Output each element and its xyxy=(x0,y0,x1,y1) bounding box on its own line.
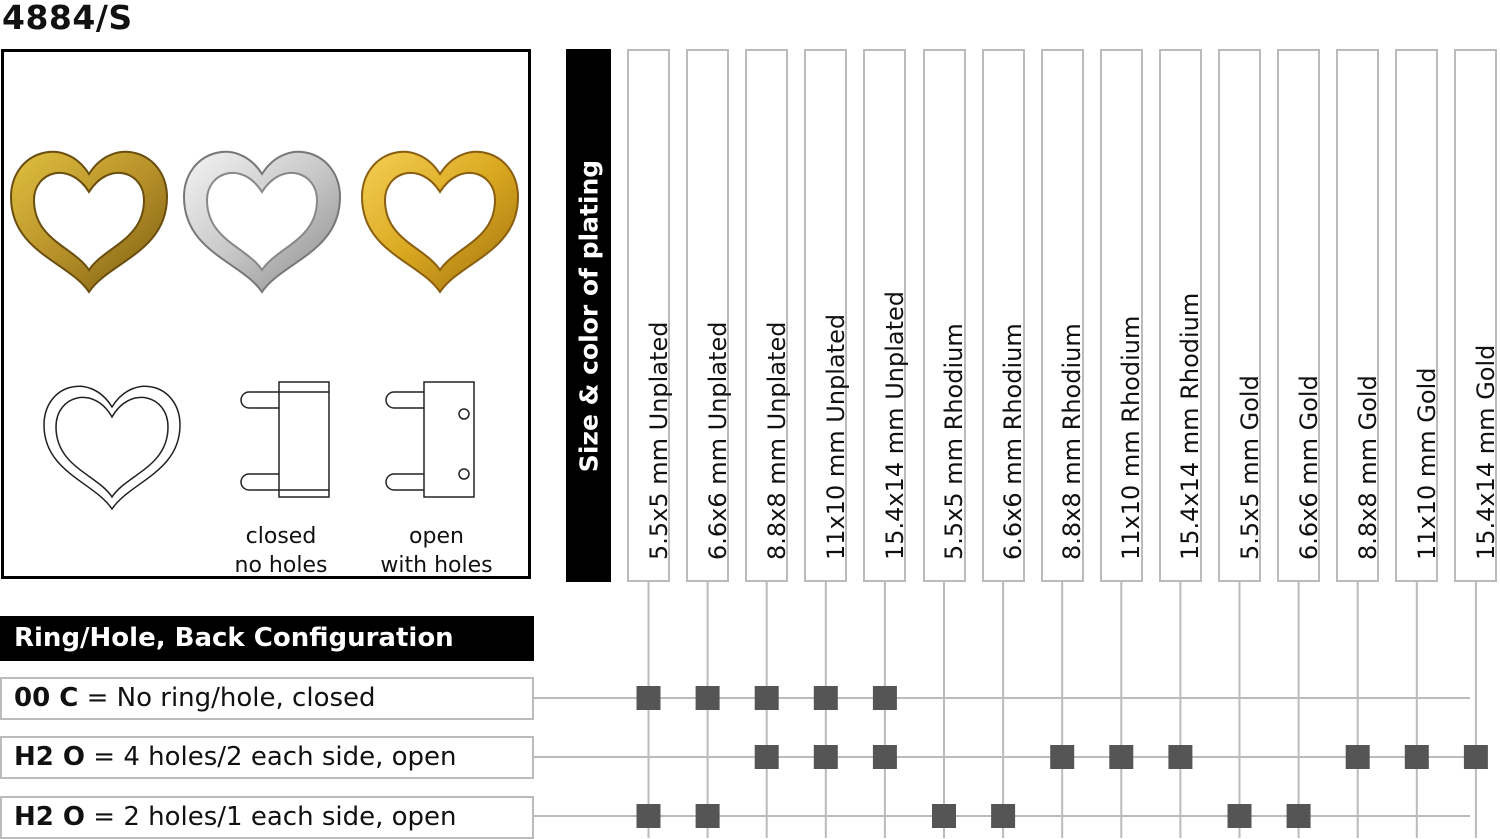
availability-mark xyxy=(814,745,838,769)
plating-column-label: 6.6x6 mm Unplated xyxy=(703,321,732,560)
plating-column-label: 15.4x14 mm Gold xyxy=(1471,344,1500,560)
availability-mark xyxy=(1109,745,1133,769)
config-header: Ring/Hole, Back Configuration xyxy=(0,616,534,661)
plating-column-label: 8.8x8 mm Gold xyxy=(1353,375,1382,560)
plating-column-label: 6.6x6 mm Rhodium xyxy=(999,323,1028,560)
availability-mark xyxy=(1405,745,1429,769)
availability-mark xyxy=(755,686,779,710)
plating-column-8 xyxy=(1100,49,1146,582)
plating-column-label: 5.5x5 mm Gold xyxy=(1235,375,1264,560)
availability-mark xyxy=(1168,745,1192,769)
closed-caption-line2: no holes xyxy=(234,553,328,578)
open-caption-line1: open xyxy=(409,524,464,549)
row-desc: = No ring/hole, closed xyxy=(78,683,376,713)
row-code: 00 C xyxy=(14,683,79,713)
plating-column-label: 11x10 mm Rhodium xyxy=(1117,315,1146,560)
availability-mark xyxy=(1228,804,1252,828)
plating-column-6 xyxy=(982,49,1028,582)
availability-mark xyxy=(1464,745,1488,769)
config-row-h2o-4holes xyxy=(0,736,534,779)
availability-mark xyxy=(873,686,897,710)
plating-column-label: 15.4x14 mm Rhodium xyxy=(1176,292,1205,560)
closed-caption-line1: closed xyxy=(245,524,317,549)
plating-column-label: 5.5x5 mm Unplated xyxy=(644,321,673,560)
row-desc: = 4 holes/2 each side, open xyxy=(85,742,457,772)
plating-column-10 xyxy=(1218,49,1264,582)
availability-mark xyxy=(696,804,720,828)
plating-column-label: 11x10 mm Gold xyxy=(1412,367,1441,560)
plating-column-12 xyxy=(1336,49,1382,582)
availability-mark xyxy=(991,804,1015,828)
plating-column-2 xyxy=(745,49,791,582)
availability-mark xyxy=(637,804,661,828)
plating-column-14 xyxy=(1454,49,1500,582)
open-caption-line2: with holes xyxy=(380,553,493,578)
plating-column-label: 6.6x6 mm Gold xyxy=(1294,375,1323,560)
row-code: H2 O xyxy=(14,802,86,832)
availability-mark xyxy=(873,745,897,769)
plating-column-label: 8.8x8 mm Unplated xyxy=(762,321,791,560)
availability-mark xyxy=(755,745,779,769)
availability-mark xyxy=(637,686,661,710)
availability-mark xyxy=(1050,745,1074,769)
plating-column-5 xyxy=(923,49,966,582)
availability-mark xyxy=(1287,804,1311,828)
config-row-00c xyxy=(0,677,534,720)
availability-mark xyxy=(814,686,838,710)
plating-column-label: 11x10 mm Unplated xyxy=(821,313,850,560)
plating-header-text: Size & color of plating xyxy=(574,159,603,472)
plating-column-label: 15.4x14 mm Unplated xyxy=(880,291,909,560)
plating-column-7 xyxy=(1041,49,1087,582)
availability-mark xyxy=(696,686,720,710)
availability-mark xyxy=(1346,745,1370,769)
config-row-h2o-2holes xyxy=(0,796,534,839)
plating-column-0 xyxy=(627,49,673,582)
availability-mark xyxy=(932,804,956,828)
row-desc: = 2 holes/1 each side, open xyxy=(85,802,457,832)
product-title: 4884/S xyxy=(2,0,133,37)
plating-column-9 xyxy=(1159,49,1205,582)
plating-column-13 xyxy=(1395,49,1441,582)
plating-column-3 xyxy=(804,49,850,582)
plating-column-label: 8.8x8 mm Rhodium xyxy=(1058,323,1087,560)
plating-column-11 xyxy=(1277,49,1323,582)
plating-column-label: 5.5x5 mm Rhodium xyxy=(940,323,968,560)
plating-column-4 xyxy=(863,49,909,582)
row-code: H2 O xyxy=(14,742,86,772)
plating-column-1 xyxy=(686,49,732,582)
